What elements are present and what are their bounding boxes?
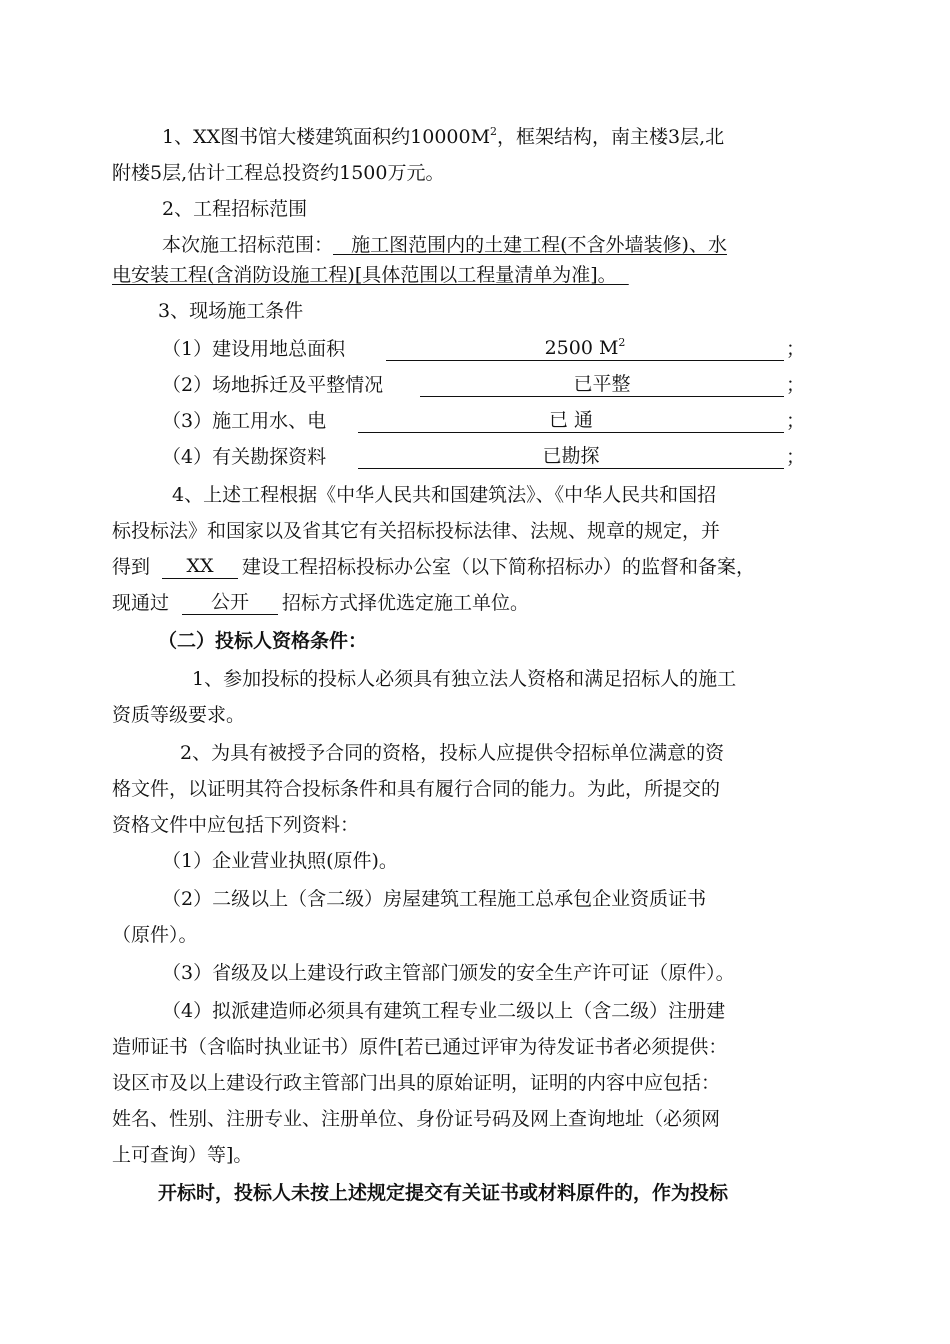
site-value-1: 2500 $M^2$	[386, 336, 784, 361]
supervisor-blank: XX	[162, 554, 238, 579]
scope-text-2: 电安装工程(含消防设施工程)[具体范围以工程量清单为准]。	[112, 264, 629, 286]
superscript: 2	[490, 125, 498, 138]
project-text-b: ，框架结构，南主楼3层,北	[497, 126, 725, 148]
scope-label: 本次施工招标范围：	[162, 234, 334, 256]
method-blank: 公开	[182, 590, 278, 615]
project-text-a: 1、XX图书馆大楼建筑面积约10000M	[162, 126, 491, 148]
site-value-2: 已平整	[420, 372, 784, 397]
document-page: 1、XX图书馆大楼建筑面积约$10000M^2$，框架结构，南主楼3层,北 附楼5层,估计工程总投资约1500万元。 2、工程招标范围 本次施工招标范围： 施工图范围内的土建工程(不含外墙装修)、水 电安装工程(含消防设施工程)[具体范围以工程量清单为准]。 3、现场施工条件 （1）建设用地总面积 2500 $M^2$ ； （2）场地拆迁及平整情况 已平整 ； （3）施工用水、电 已 通 ； （4）有关勘探资料 已勘探 ； 4、上述工程根据《中华人民共和国建筑法》、《中华人民共和国招 标投标法》和国家以及省其它有关招标投标法律、法规、规章的规定，并 得到 XX 建设工程招标投标办公室（以下简称招标办）的监督和备案， 现通过 公开 招标方式择优选定施工单位。 （二）投标人资格条件： 1、参加投标的投标人必须具有独立法人资格和满足招标人的施工 资质等级要求。 2、为具有被授予合同的资格，投标人应提供令招标单位满意的资 格文件，以证明其符合投标条件和具有履行合同的能力。为此，所提交的 资格文件中应包括下列资料： （1）企业营业执照(原件)。 （2）二级以上（含二级）房屋建筑工程施工总承包企业资质证书 （原件）。 （3）省级及以上建设行政主管部门颁发的安全生产许可证（原件）。 （4）拟派建造师必须具有建筑工程专业二级以上（含二级）注册建 造师证书（含临时执业证书）原件[若已通过评审为待发证书者必须提供： 设区市及以上建设行政主管部门出具的原始证明，证明的内容中应包括： 姓名、性别、注册专业、注册单位、身份证号码及网上查询地址（必须网 上可查询）等]。 开标时，投标人未按上述规定提交有关证书或材料原件的，作为投标	[112, 125, 806, 1204]
site-value-4: 已勘探	[358, 444, 784, 469]
scope-text-1: 施工图范围内的土建工程(不含外墙装修)、水	[333, 234, 727, 256]
site-value-3: 已 通	[358, 408, 784, 433]
